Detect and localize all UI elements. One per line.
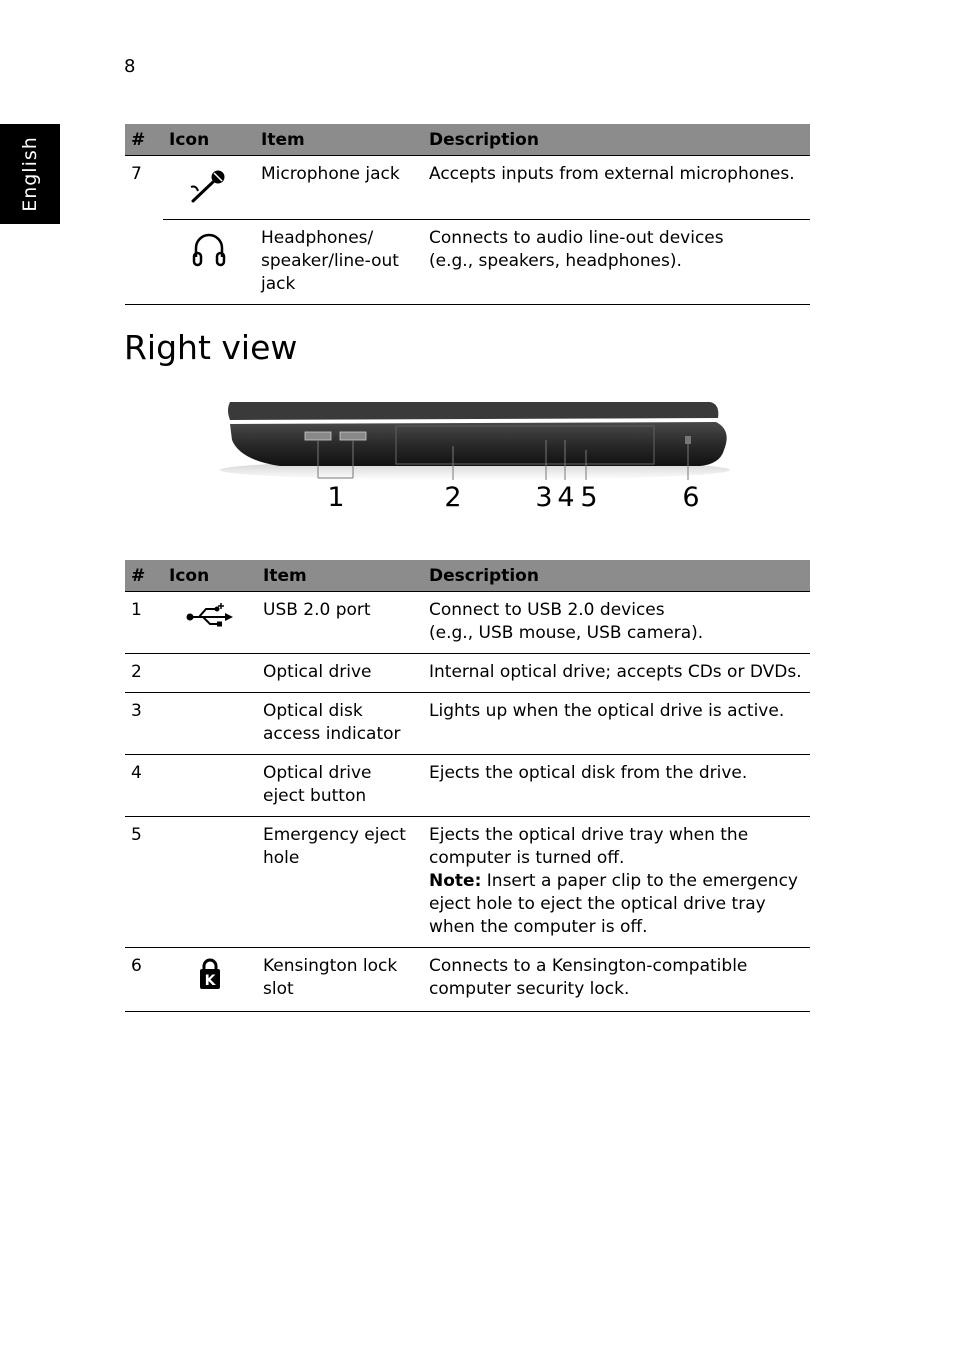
item-name: Kensington lock slot — [257, 948, 423, 1012]
table-row — [125, 755, 810, 817]
note-text: Insert a paper clip to the emergency eject hole to eject the optical drive tray when the computer is off. — [429, 871, 798, 937]
item-name: Microphone jack — [255, 156, 423, 220]
table-row — [125, 817, 810, 948]
icon-cell — [163, 693, 257, 755]
item-name: Headphones/ speaker/line-out jack — [255, 220, 423, 305]
ports-table-right-view — [125, 560, 810, 1012]
table-row — [125, 654, 810, 693]
col-header-description: Description — [423, 560, 810, 592]
callout-4: 4 — [557, 482, 575, 513]
item-name: Optical drive eject button — [257, 755, 423, 817]
language-tab — [0, 124, 60, 224]
row-number: 5 — [125, 817, 163, 948]
item-description — [423, 220, 810, 305]
headphones-icon — [189, 229, 229, 269]
row-number: 3 — [125, 693, 163, 755]
item-description — [423, 817, 810, 948]
icon-cell — [163, 948, 257, 1012]
row-number: 6 — [125, 948, 163, 1012]
item-description: Ejects the optical disk from the drive. — [423, 755, 810, 817]
item-name: Optical disk access indicator — [257, 693, 423, 755]
item-description: Lights up when the optical drive is active. — [423, 693, 810, 755]
laptop-base — [230, 422, 727, 466]
col-header-icon: Icon — [163, 124, 255, 156]
row-number: 2 — [125, 654, 163, 693]
row-number: 7 — [125, 156, 163, 220]
usb-port-shape — [305, 432, 331, 440]
kensington-slot-shape — [685, 436, 691, 444]
ports-table-top — [125, 124, 810, 305]
table-row — [125, 948, 810, 1012]
callout-5: 5 — [580, 482, 598, 513]
description-line: (e.g., speakers, headphones). — [429, 251, 682, 271]
description-line: (e.g., USB mouse, USB camera). — [429, 623, 704, 643]
col-header-num: # — [125, 560, 163, 592]
icon-cell — [163, 592, 257, 654]
icon-cell — [163, 654, 257, 693]
item-name: USB 2.0 port — [257, 592, 423, 654]
item-description: Connects to a Kensington-compatible computer security lock. — [423, 948, 810, 1012]
item-description — [423, 592, 810, 654]
icon-cell — [163, 220, 255, 305]
table-row — [125, 220, 810, 305]
section-title: Right view — [124, 328, 298, 367]
callout-3: 3 — [535, 482, 553, 513]
table-header-row — [125, 560, 810, 592]
row-number: 1 — [125, 592, 163, 654]
col-header-icon: Icon — [163, 560, 257, 592]
item-description: Internal optical drive; accepts CDs or DVDs. — [423, 654, 810, 693]
description-line: Connects to audio line-out devices — [429, 228, 724, 248]
microphone-icon — [186, 165, 232, 207]
description-line: Connect to USB 2.0 devices — [429, 600, 665, 620]
callout-6: 6 — [682, 482, 700, 513]
callout-1: 1 — [327, 482, 345, 513]
col-header-description: Description — [423, 124, 810, 156]
row-number — [125, 220, 163, 305]
usb-icon — [185, 601, 235, 631]
col-header-item: Item — [257, 560, 423, 592]
usb-port-shape — [340, 432, 366, 440]
svg-text:K: K — [204, 973, 216, 989]
note-label: Note: — [429, 871, 482, 891]
table-header-row — [125, 124, 810, 156]
description-text: Ejects the optical drive tray when the computer is turned off. — [429, 825, 749, 868]
item-name: Optical drive — [257, 654, 423, 693]
icon-cell — [163, 817, 257, 948]
table-row — [125, 592, 810, 654]
col-header-item: Item — [255, 124, 423, 156]
icon-cell — [163, 755, 257, 817]
item-description: Accepts inputs from external microphones. — [423, 156, 810, 220]
icon-cell — [163, 156, 255, 220]
item-name: Emergency eject hole — [257, 817, 423, 948]
laptop-lid — [228, 402, 718, 420]
callout-2: 2 — [444, 482, 462, 513]
page-number: 8 — [124, 56, 136, 77]
table-row — [125, 156, 810, 220]
kensington-lock-icon — [195, 957, 225, 991]
laptop-right-view-illustration — [140, 380, 760, 530]
row-number: 4 — [125, 755, 163, 817]
language-tab-label: English — [19, 136, 41, 212]
col-header-num: # — [125, 124, 163, 156]
table-row — [125, 693, 810, 755]
